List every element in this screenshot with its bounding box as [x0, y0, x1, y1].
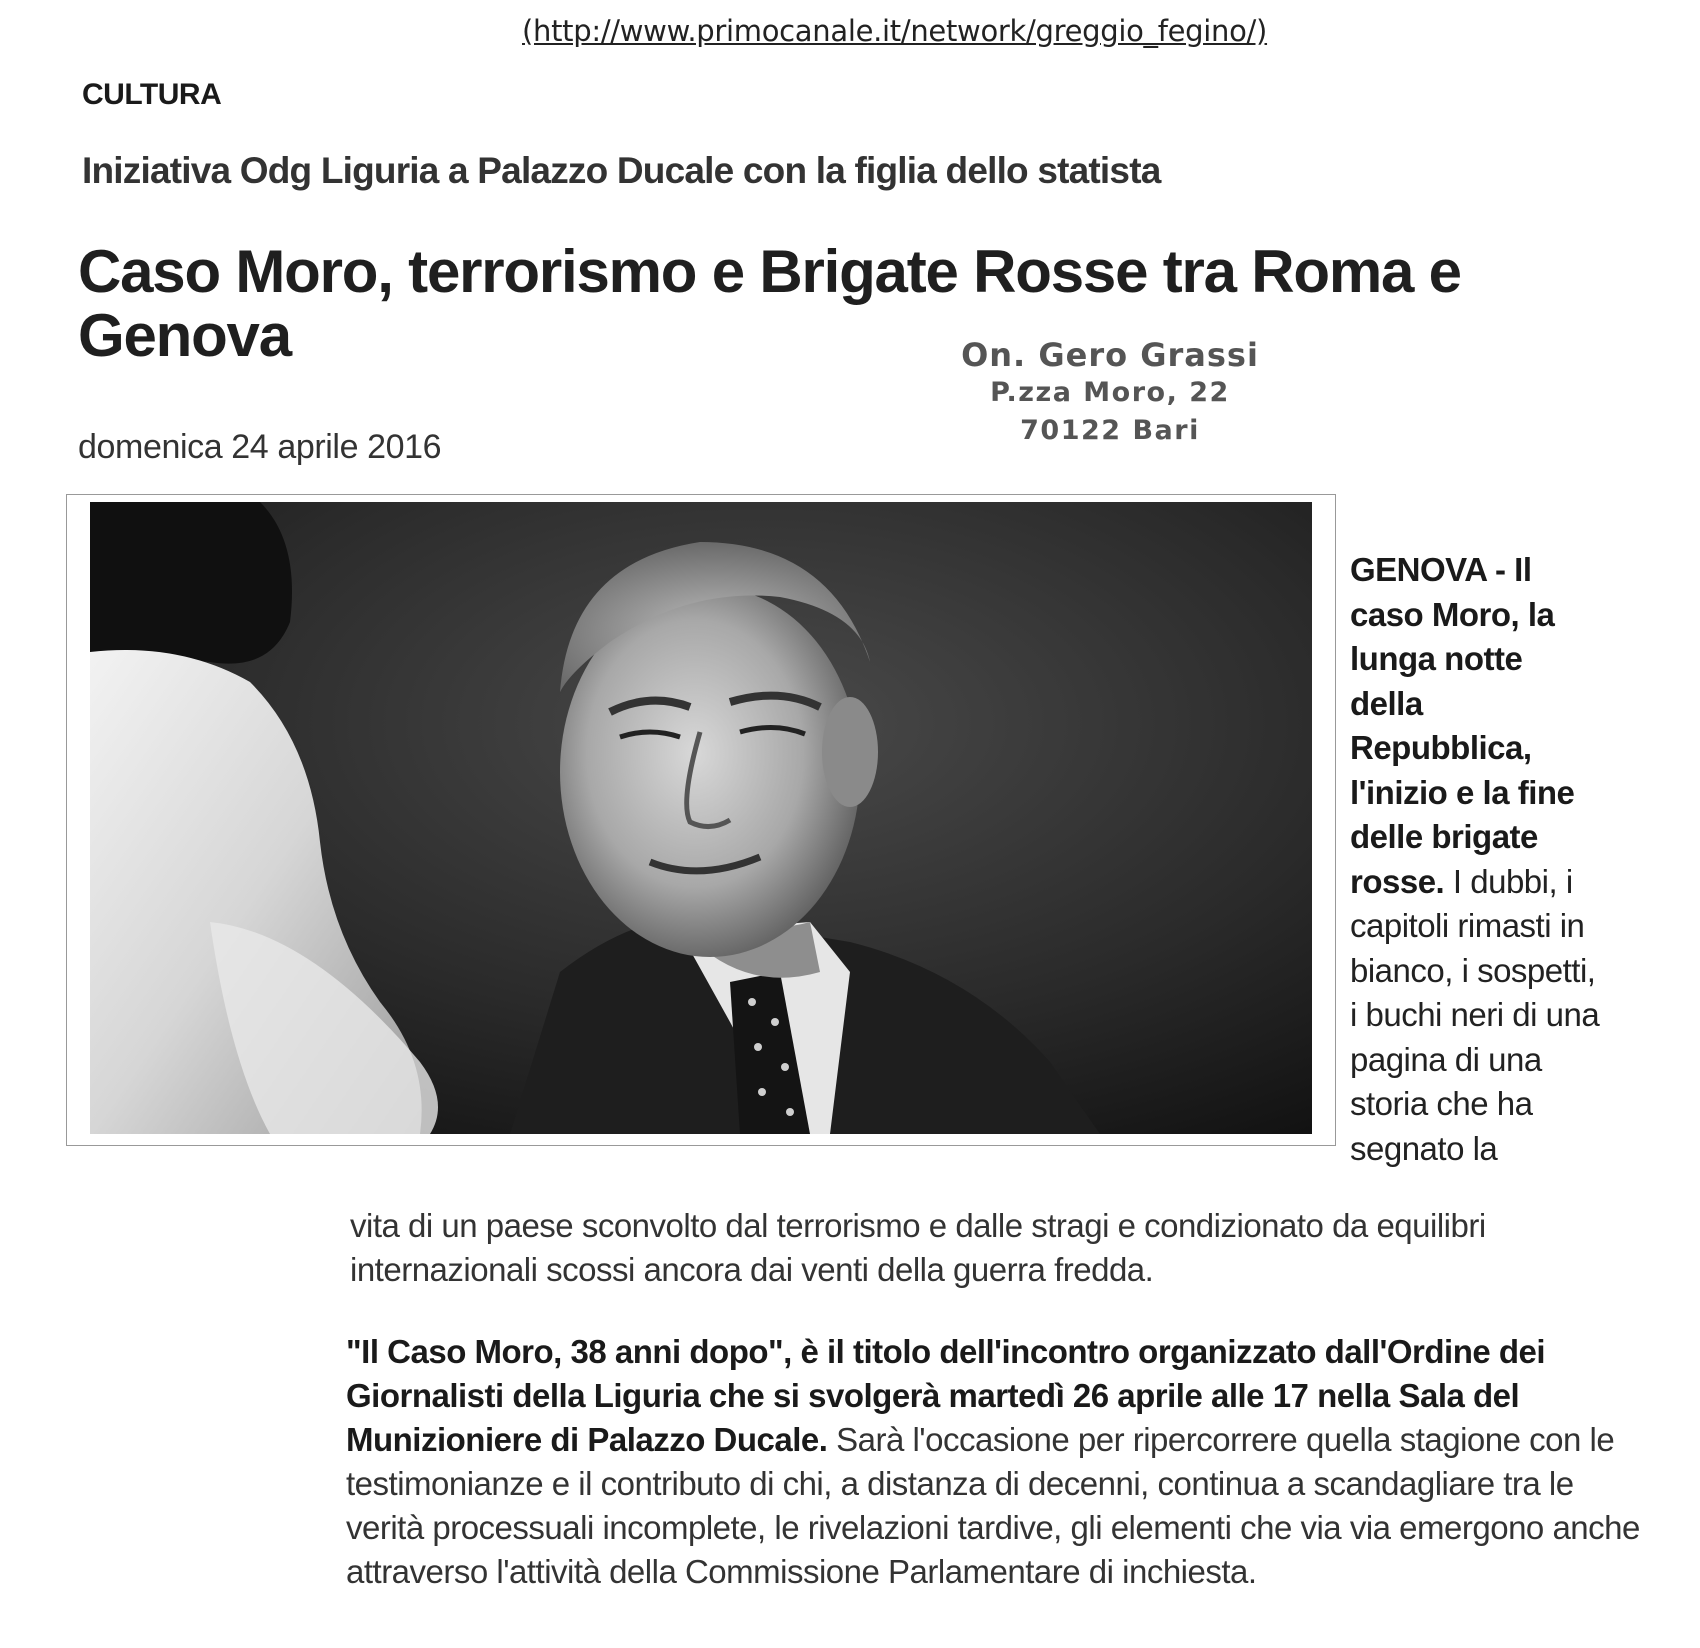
source-url: (http://www.primocanale.it/network/greggio_fegino/): [522, 14, 1268, 48]
section-label: CULTURA: [82, 78, 222, 111]
stamp-name: On. Gero Grassi: [961, 336, 1259, 374]
article-date: domenica 24 aprile 2016: [78, 428, 442, 466]
body-paragraph-1: vita di un paese sconvolto dal terrorismo e dalle stragi e condizionato da equilibri internazionali scossi ancora dai venti della guerra fredda.: [350, 1207, 1486, 1288]
portrait-image: [90, 502, 1312, 1134]
address-stamp: [940, 336, 1280, 450]
body-paragraph-2-rest: Sarà l'occasione per ripercorrere quella stagione con le testimonianze e il contributo di chi, a distanza di decenni, continua a scandagliare tra le verità processuali incomplete, le rivelazioni tardive, gli elementi che via via emergono anche attraverso l'attività della Commissione Parlamentare di inchiesta.: [346, 1421, 1640, 1590]
lead-rest: I dubbi, i capitoli rimasti in bianco, i sospetti, i buchi neri di una pagina di una storia che ha segnato la: [1350, 862, 1600, 1167]
stamp-city: 70122 Bari: [1020, 415, 1200, 446]
article-photo: [90, 502, 1312, 1134]
lead-paragraph: [1350, 548, 1600, 1171]
stamp-address: P.zza Moro, 22: [990, 377, 1230, 408]
body-paragraph-2-bold: "Il Caso Moro, 38 anni dopo", è il titolo dell'incontro organizzato dall'Ordine dei Giornalisti della Liguria che si svolgerà martedì 26 aprile alle 17 nella Sala del Munizioniere di Palazzo Ducale.: [346, 1333, 1546, 1458]
article-headline: Caso Moro, terrorismo e Brigate Rosse tra Roma e Genova: [78, 238, 1461, 369]
article-kicker: Iniziativa Odg Liguria a Palazzo Ducale con la figlia dello statista: [82, 150, 1161, 191]
lead-bold: GENOVA - Il caso Moro, la lunga notte della Repubblica, l'inizio e la fine delle brigate rosse.: [1350, 551, 1575, 900]
body-paragraph-2: [346, 1330, 1646, 1594]
